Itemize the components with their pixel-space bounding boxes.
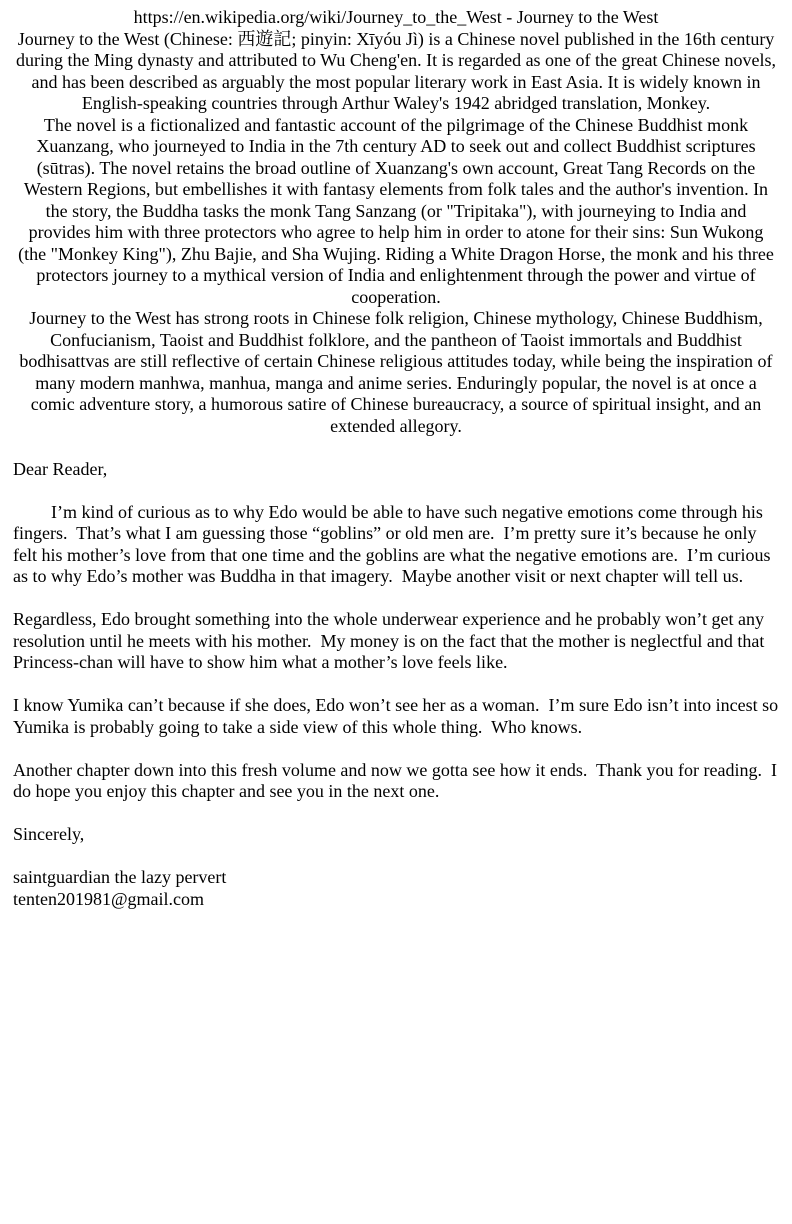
letter-body xyxy=(13,501,783,803)
signature-block xyxy=(13,867,779,910)
source-link-line: https://en.wikipedia.org/wiki/Journey_to_the_West - Journey to the West xyxy=(133,7,659,27)
letter-paragraph: Regardless, Edo brought something into the whole underwear experience and he probably won’t get any resolution until he meets with his mother. My money is on the fact that the mother is neglectful and that Princess-chan will have to show him what a mother’s love feels like. xyxy=(13,609,769,672)
letter-paragraph: I know Yumika can’t because if she does, Edo won’t see her as a woman. I’m sure Edo isn’t into incest so Yumika is probably going to take a side view of this whole thing. Who knows. xyxy=(13,695,783,737)
wiki-paragraph: Journey to the West (Chinese: 西遊記; pinyin: Xīyóu Jì) is a Chinese novel published in the 16th century during the Ming dynasty and attributed to Wu Cheng'en. It is regarded as one of the great Chinese novels, and has been described as arguably the most popular literary work in East Asia. It is widely known in English-speaking countries through Arthur Waley's 1942 abridged translation, Monkey. xyxy=(15,28,781,113)
letter-salutation: Dear Reader, xyxy=(13,458,108,479)
signature-name: saintguardian the lazy pervert xyxy=(13,867,227,887)
letter-paragraph: I’m kind of curious as to why Edo would be able to have such negative emotions come through his fingers. That’s what I am guessing those “goblins” or old men are. I’m pretty sure it’s because he only felt his mother’s love from that one time and the goblins are what the negative emotions are. I’m curious as to why Edo’s mother was Buddha in that imagery. Maybe another visit or next chapter will tell us. xyxy=(13,501,775,586)
letter-paragraph: Another chapter down into this fresh volume and now we gotta see how it ends. Thank you for reading. I do hope you enjoy this chapter and see you in the next one. xyxy=(13,759,782,801)
wiki-paragraph: Journey to the West has strong roots in Chinese folk religion, Chinese mythology, Chinese Buddhism, Confucianism, Taoist and Buddhist folklore, and the pantheon of Taoist immortals and Buddhist bodhisattvas are still reflective of certain Chinese religious attitudes today, while being the inspiration of many modern manhwa, manhua, manga and anime series. Enduringly popular, the novel is at once a comic adventure story, a humorous satire of Chinese bureaucracy, a source of spiritual insight, and an extended allegory. xyxy=(19,308,778,436)
letter xyxy=(13,458,783,911)
wikipedia-excerpt xyxy=(13,29,779,438)
signature-email: tenten201981@gmail.com xyxy=(13,888,205,909)
letter-closing: Sincerely, xyxy=(13,824,85,844)
wiki-paragraph: The novel is a fictionalized and fantastic account of the pilgrimage of the Chinese Buddhist monk Xuanzang, who journeyed to India in the 7th century AD to seek out and collect Buddhist scriptures (sūtras). The novel retains the broad outline of Xuanzang's own account, Great Tang Records on the Western Regions, but embellishes it with fantasy elements from folk tales and the author's invention. In the story, the Buddha tasks the monk Tang Sanzang (or "Tripitaka"), with journeying to India and provides him with three protectors who agree to help him in order to atone for their sins: Sun Wukong (the "Monkey King"), Zhu Bajie, and Sha Wujing. Riding a White Dragon Horse, the monk and his three protectors journey to a mythical version of India and enlightenment through the power and virtue of cooperation. xyxy=(18,114,779,307)
